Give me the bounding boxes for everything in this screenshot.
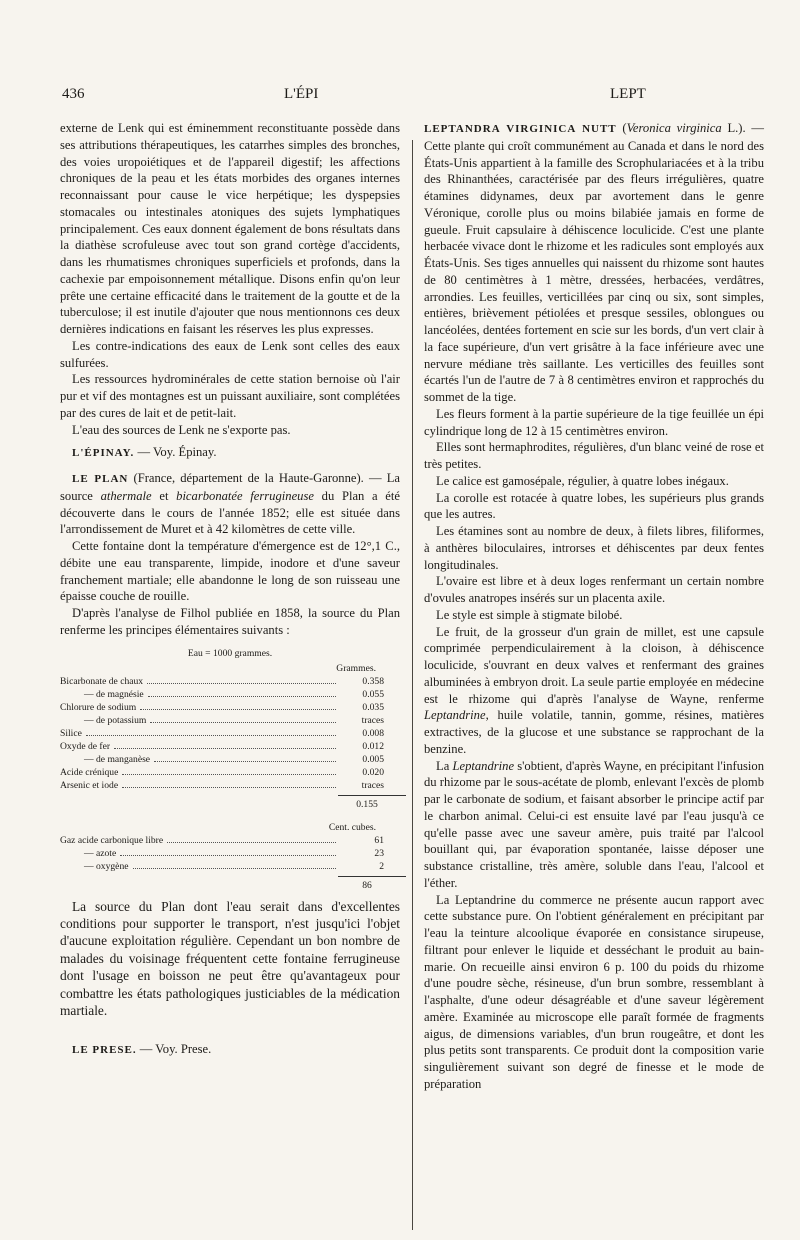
header-left-title: L'ÉPI: [284, 86, 319, 102]
table-cell-label: — de manganèse: [84, 753, 151, 765]
analysis-table: [60, 647, 400, 892]
entry-italic: athermale: [100, 488, 152, 503]
dot-leader: [140, 709, 336, 710]
table-row: [60, 740, 400, 753]
paragraph: D'après l'analyse de Filhol publiée en 1858, la source du Plan renferme les principes élémentaires suivants :: [60, 606, 400, 637]
paragraph: Le calice est gamosépale, régulier, à quatre lobes inégaux.: [436, 473, 729, 488]
entry-text: (: [616, 121, 627, 135]
paragraph-italic: Leptandrine: [424, 708, 486, 723]
table-unit-gas: Cent. cubes.: [328, 821, 376, 833]
table-total: 0.155: [338, 795, 406, 811]
table-cell-value: 0.020: [362, 766, 384, 778]
paragraph: La corolle est rotacée à quatre lobes, les supérieurs plus grands que les autres.: [424, 490, 764, 522]
entry-headword: LE PRESE.: [72, 1044, 137, 1057]
table-cell-label: Chlorure de sodium: [60, 701, 137, 713]
table-cell-label: Arsenic et iode: [60, 779, 119, 791]
table-row: [60, 675, 400, 688]
paragraph: Les fleurs forment à la partie supérieure de la tige feuillée un épi cylindrique long de 12 à 15 centimètres environ.: [424, 406, 764, 438]
entry-text: (France, département de la Haute-Garonne). — La source: [60, 471, 400, 503]
table-cell-value: 0.035: [362, 701, 384, 713]
table-cell-value: 0.358: [362, 675, 384, 687]
entry-prese: [60, 1041, 400, 1059]
paragraph: Les contre-indications des eaux de Lenk sont celles des eaux sulfurées.: [60, 338, 400, 370]
dot-leader: [114, 748, 336, 749]
paragraph: Les étamines sont au nombre de deux, à filets libres, filiformes, à anthères biloculaires, introrses et déhiscentes par deux fentes longitudinales.: [424, 524, 764, 572]
entry-text: — Voy. Épinay.: [134, 445, 217, 460]
table-row: [60, 753, 400, 766]
table-row: [60, 701, 400, 714]
dot-leader: [122, 787, 336, 788]
dot-leader: [150, 722, 336, 723]
column-divider: [412, 140, 413, 1230]
table-cell-label: — de magnésie: [84, 688, 144, 700]
entry-leptandra: [424, 120, 764, 406]
left-column: [60, 120, 400, 1059]
table-row: [60, 834, 400, 847]
paragraph: [424, 758, 764, 892]
entry-le-plan: [60, 470, 400, 538]
table-cell-label: Acide crénique: [60, 766, 119, 778]
table-cell-label: Gaz acide carbonique libre: [60, 834, 164, 846]
entry-epinay: [60, 444, 400, 462]
paragraph: [424, 624, 764, 758]
paragraph: L'eau des sources de Lenk ne s'exporte pas.: [72, 422, 291, 437]
table-row: [60, 688, 400, 701]
entry-text: L.). — Cette plante qui croît communément au Canada et dans le nord des États-Unis appartient à la famille des Scrophulariacées et à la tribu des Rhinanthées, caractérisée par des fleurs irrégulières, quatre étamines didynames, deux par avortement dans le genre Véronique, corolle plus ou moins bilabiée jamais en forme de gueule. Fruit capsulaire à déhiscence loculicide. C'est une plante herbacée vivace dont le rhizome et les radicules sont employés aux États-Unis. Ses tiges annuelles qui naissent du rhizome sont hautes de 80 centimètres à 1 mètre, dressées, herbacées, verdâtres, arrondies. Les feuilles, verticillées par cinq ou six, sont simples, entières, brièvement pétiolées et presque sessiles, oblongues ou lancéolées, dentées fortement en scie sur les bords, d'un vert clair à la face supérieure, d'un vert grisâtre à la face inférieure avec une nervure médiane très saillante. Les verticilles des feuilles sont écartés l'un de l'autre de 7 à 8 centimètres environ et rapprochés du sommet de la tige.: [424, 121, 765, 404]
table-cell-label: Oxyde de fer: [60, 740, 111, 752]
entry-text: du Plan a été découverte dans le cours de l'année 1852; elle est située dans l'arrondissement de Muret et à 42 kilomètres de cette ville.: [60, 488, 400, 537]
paragraph: L'ovaire est libre et à deux loges renfermant un certain nombre d'ovules anatropes insérés sur un placenta axile.: [424, 574, 764, 605]
table-cell-value: 2: [379, 860, 384, 872]
table-rows-gas: [60, 834, 400, 873]
table-cell-value: traces: [361, 714, 384, 726]
entry-text: et: [151, 488, 177, 503]
paragraph-text: Le fruit, de la grosseur d'un grain de millet, est une capsule comprimée perpendiculairement à la cloison, à déhiscence loculicide, s'ouvrant en deux valves et renfermant des graines albuminées à embryon droit. La seule partie employée en médecine est le rhizome qui d'après l'analyse de Wayne, renferme: [424, 624, 764, 706]
paragraph: Les ressources hydrominérales de cette station bernoise où l'air pur et vif des montagnes est un puissant auxiliaire, sont complétées par des cures de lait et de petit-lait.: [60, 372, 400, 420]
right-column: [424, 120, 764, 1093]
table-cell-label: — azote: [84, 847, 117, 859]
table-rows: [60, 675, 400, 792]
paragraph: La Leptandrine du commerce ne présente aucun rapport avec cette substance pure. On l'obtient généralement en précipitant par l'eau la teinture alcoolique évaporée en consistance sirupeuse, filtrant pour enlever le liquide et desséchant le produit au bain-marie. On recueille ainsi environ 6 p. 100 du poids du rhizome d'une poudre sèche, résineuse, d'un brun sombre, ressemblant à l'asphalte, d'une odeur désagréable et d'une saveur légèrement amère. Examinée au microscope elle paraît formée de fragments aigus, de dimensions variables, d'un brun rougeâtre, et dont les plus petits sont transparents. Ce produit dont la composition varie singulièrement suivant son degré de finesse et le mode de préparation: [424, 892, 764, 1091]
table-cell-value: 61: [374, 834, 384, 846]
running-header: [62, 86, 762, 106]
dot-leader: [148, 696, 336, 697]
dot-leader: [120, 855, 336, 856]
entry-italic: Veronica virginica: [626, 121, 722, 135]
paragraph-text: La: [436, 758, 453, 773]
dot-leader: [154, 761, 336, 762]
entry-headword: LEPTANDRA VIRGINICA NUTT: [424, 123, 617, 135]
dot-leader: [122, 774, 336, 775]
table-total-gas: 86: [338, 876, 406, 892]
table-cell-value: 0.005: [362, 753, 384, 765]
table-row: [60, 847, 400, 860]
entry-italic: bicarbonatée ferrugineuse: [176, 488, 314, 503]
paragraph: Elles sont hermaphrodites, régulières, d'un blanc veiné de rose et très petites.: [424, 440, 764, 471]
paragraph: La source du Plan dont l'eau serait dans d'excellentes conditions pour supporter le transport, n'est jusqu'ici l'objet d'aucune exploitation régulière. Cependant un bon nombre de malades du voisinage fréquentent cette fontaine ferrugineuse dont l'usage en boisson ne peut être qu'avantageux pour combattre les états pathologiques justiciables de la médication martiale.: [60, 898, 400, 1018]
table-cell-label: Bicarbonate de chaux: [60, 675, 144, 687]
page-number: 436: [62, 86, 85, 102]
entry-headword: L'ÉPINAY.: [72, 447, 135, 460]
dot-leader: [167, 842, 336, 843]
table-row: [60, 766, 400, 779]
table-cell-value: 0.055: [362, 688, 384, 700]
table-title: Eau = 1000 grammes.: [187, 647, 273, 659]
table-row: [60, 714, 400, 727]
paragraph: Le style est simple à stigmate bilobé.: [436, 607, 623, 622]
table-row: [60, 860, 400, 873]
table-row: [60, 779, 400, 792]
paragraph: Cette fontaine dont la température d'émergence est de 12°,1 C., débite une eau transparente, limpide, inodore et d'une saveur franchement martiale; elle abandonne le long de son ruisseau une épaisse couche de rouille.: [60, 539, 400, 604]
table-cell-label: — de potassium: [84, 714, 147, 726]
entry-text: — Voy. Prese.: [136, 1042, 212, 1057]
paragraph: externe de Lenk qui est éminemment reconstituante possède dans ses attributions thérapeutiques, les catarrhes simples des bronches, des voies uropoiétiques et de l'appareil digestif; les affections chroniques de la peau et les états morbides des organes internes reconnaissant pour cause le vice herpétique; les dyspepsies stomacales ou intestinales atoniques des sujets lymphatiques principalement. Ces eaux donnent également de bons résultats dans la diathèse scrofuleuse avec tout son grand cortège d'accidents, dans les rhumatismes chroniques superficiels et profonds, dans la cachexie par empoisonnement métallique. Disons enfin qu'on leur prête une certaine efficacité dans le traitement de la goutte et de la tuberculose; il est inutile d'ajouter que nous mentionnons ces deux dernières indications en faisant les réserves les plus expresses.: [60, 121, 400, 336]
entry-headword: LE PLAN: [72, 473, 129, 485]
table-cell-value: 0.012: [362, 740, 384, 752]
table-cell-value: 23: [374, 847, 384, 859]
table-row: [60, 727, 400, 740]
paragraph-italic: Leptandrine: [452, 758, 515, 773]
table-cell-value: 0.008: [362, 727, 384, 739]
table-cell-value: traces: [361, 779, 384, 791]
paragraph-text: s'obtient, d'après Wayne, en précipitant l'infusion du rhizome par le sous-acétate de plomb, enlevant l'excès de plomb par le carbonate de sodium, et faisant absorber le principe actif par le charbon animal. Celui-ci est ensuite lavé par l'eau jusqu'à ce qu'elle passe avec une saveur amère, puis traité par l'alcool bouillant qui, par évaporation spontanée, laisse déposer une substance cristalline, très amère, soluble dans l'eau, l'alcool et l'éther.: [424, 758, 764, 890]
dot-leader: [86, 735, 336, 736]
header-right-title: LEPT: [610, 86, 646, 102]
paragraph-text: , huile volatile, tannin, gomme, résines, matières extractives, de la glucose et une substance se rapprochant de la benzine.: [424, 708, 764, 756]
table-cell-label: — oxygène: [84, 860, 129, 872]
table-unit: Grammes.: [336, 662, 376, 674]
dot-leader: [133, 868, 337, 869]
table-cell-label: Silice: [60, 727, 82, 739]
dot-leader: [147, 683, 336, 684]
